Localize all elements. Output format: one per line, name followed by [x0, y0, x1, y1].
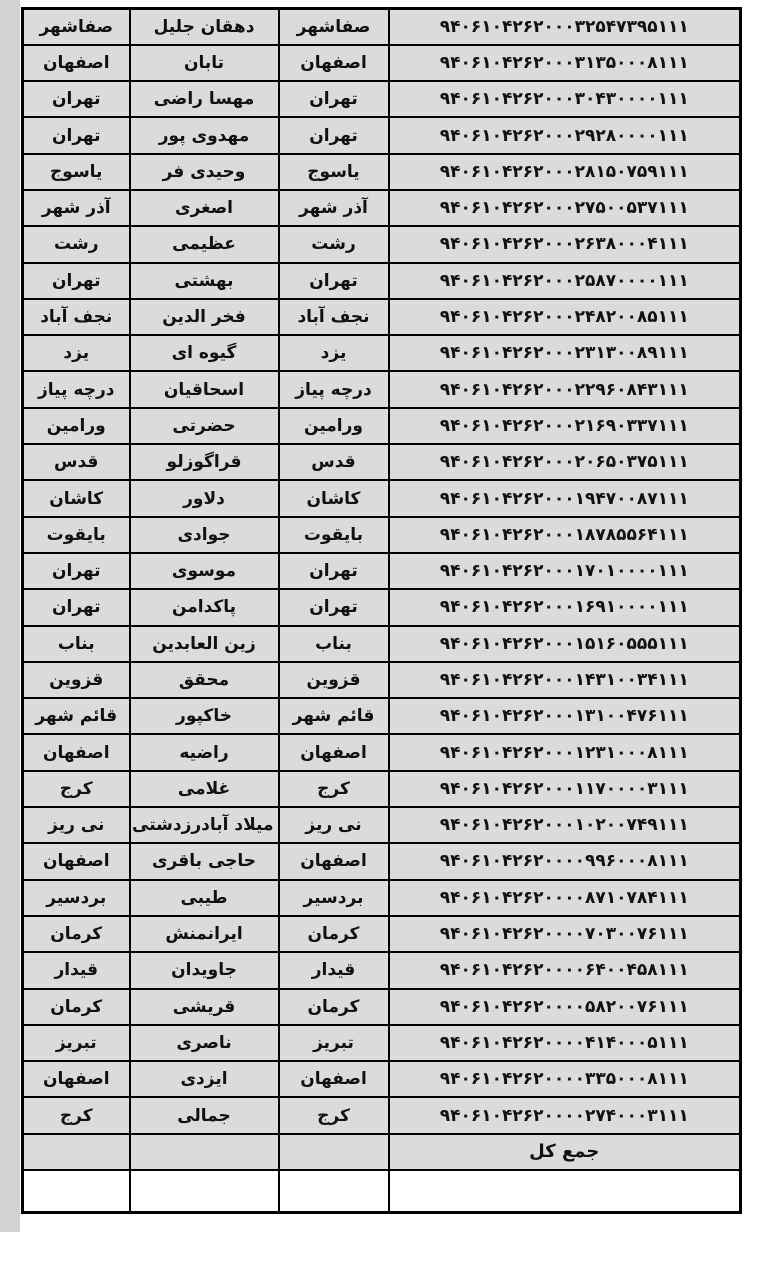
city-cell-duplicate: صفاشهر [23, 9, 130, 45]
city-cell-duplicate: بایقوت [23, 517, 130, 553]
city-cell: قیدار [279, 952, 389, 988]
city-cell: تهران [279, 81, 389, 117]
city-cell: صفاشهر [279, 9, 389, 45]
city-cell: یاسوج [279, 154, 389, 190]
tracking-code-cell: ۹۴۰۶۱۰۴۲۶۲۰۰۰۲۲۹۶۰۸۴۳۱۱۱ [389, 371, 741, 407]
city-cell-duplicate: تهران [23, 117, 130, 153]
city-cell: اصفهان [279, 843, 389, 879]
tracking-code-cell: ۹۴۰۶۱۰۴۲۶۲۰۰۰۲۴۸۲۰۰۸۵۱۱۱ [389, 299, 741, 335]
tracking-code-cell: ۹۴۰۶۱۰۴۲۶۲۰۰۰۱۱۷۰۰۰۰۳۱۱۱ [389, 771, 741, 807]
city-cell-duplicate: تبریز [23, 1025, 130, 1061]
empty-cell [389, 1170, 741, 1212]
table-row [23, 880, 741, 916]
table-row [23, 263, 741, 299]
tracking-code-cell: ۹۴۰۶۱۰۴۲۶۲۰۰۰۰۴۱۴۰۰۰۵۱۱۱ [389, 1025, 741, 1061]
city-cell: تهران [279, 553, 389, 589]
city-cell-duplicate: آذر شهر [23, 190, 130, 226]
city-cell-duplicate: اصفهان [23, 45, 130, 81]
person-name-cell: جوادی [130, 517, 279, 553]
city-cell-duplicate: تهران [23, 553, 130, 589]
table-row [23, 371, 741, 407]
person-name-cell: قریشی [130, 989, 279, 1025]
tracking-code-cell: ۹۴۰۶۱۰۴۲۶۲۰۰۰۰۹۹۶۰۰۰۸۱۱۱ [389, 843, 741, 879]
person-name-cell: فخر الدین [130, 299, 279, 335]
scan-edge-artifact [0, 0, 20, 1232]
city-cell-duplicate: ورامین [23, 408, 130, 444]
tracking-code-cell: ۹۴۰۶۱۰۴۲۶۲۰۰۰۲۵۸۷۰۰۰۰۱۱۱ [389, 263, 741, 299]
city-cell-duplicate: کرج [23, 771, 130, 807]
city-cell: قدس [279, 444, 389, 480]
table-row [23, 916, 741, 952]
city-cell-duplicate: کرمان [23, 989, 130, 1025]
city-cell: نجف آباد [279, 299, 389, 335]
table-row [23, 1097, 741, 1133]
city-cell: اصفهان [279, 45, 389, 81]
tracking-code-cell: ۹۴۰۶۱۰۴۲۶۲۰۰۰۱۵۱۶۰۵۵۵۱۱۱ [389, 626, 741, 662]
tracking-code-cell: ۹۴۰۶۱۰۴۲۶۲۰۰۰۲۷۵۰۰۵۳۷۱۱۱ [389, 190, 741, 226]
city-cell-duplicate: کاشان [23, 480, 130, 516]
city-cell-duplicate: اصفهان [23, 734, 130, 770]
tracking-code-cell: ۹۴۰۶۱۰۴۲۶۲۰۰۰۳۰۴۳۰۰۰۰۱۱۱ [389, 81, 741, 117]
tracking-code-cell: ۹۴۰۶۱۰۴۲۶۲۰۰۰۲۱۶۹۰۳۳۷۱۱۱ [389, 408, 741, 444]
city-cell-duplicate: قیدار [23, 952, 130, 988]
city-cell: اصفهان [279, 1061, 389, 1097]
table-row [23, 226, 741, 262]
table-row [23, 698, 741, 734]
tracking-code-cell: ۹۴۰۶۱۰۴۲۶۲۰۰۰۱۷۰۱۰۰۰۰۱۱۱ [389, 553, 741, 589]
table-row [23, 989, 741, 1025]
records-tbody [23, 9, 741, 1213]
city-cell: تهران [279, 589, 389, 625]
person-name-cell: اصغری [130, 190, 279, 226]
city-cell-duplicate: رشت [23, 226, 130, 262]
table-row [23, 517, 741, 553]
table-row [23, 626, 741, 662]
tracking-code-cell: ۹۴۰۶۱۰۴۲۶۲۰۰۰۱۸۷۸۵۵۶۴۱۱۱ [389, 517, 741, 553]
tracking-code-cell: ۹۴۰۶۱۰۴۲۶۲۰۰۰۱۲۳۱۰۰۰۸۱۱۱ [389, 734, 741, 770]
empty-cell [23, 1134, 130, 1170]
tracking-code-cell: ۹۴۰۶۱۰۴۲۶۲۰۰۰۰۶۴۰۰۴۵۸۱۱۱ [389, 952, 741, 988]
table-row [23, 589, 741, 625]
person-name-cell: گیوه ای [130, 335, 279, 371]
empty-cell [130, 1134, 279, 1170]
city-cell-duplicate: نجف آباد [23, 299, 130, 335]
tracking-code-cell: ۹۴۰۶۱۰۴۲۶۲۰۰۰۱۳۱۰۰۴۷۶۱۱۱ [389, 698, 741, 734]
city-cell: آذر شهر [279, 190, 389, 226]
tracking-code-cell: ۹۴۰۶۱۰۴۲۶۲۰۰۰۰۳۳۵۰۰۰۸۱۱۱ [389, 1061, 741, 1097]
tracking-code-cell: ۹۴۰۶۱۰۴۲۶۲۰۰۰۲۸۱۵۰۷۵۹۱۱۱ [389, 154, 741, 190]
tracking-code-cell: ۹۴۰۶۱۰۴۲۶۲۰۰۰۰۲۷۴۰۰۰۳۱۱۱ [389, 1097, 741, 1133]
tracking-code-cell: ۹۴۰۶۱۰۴۲۶۲۰۰۰۱۰۲۰۰۷۴۹۱۱۱ [389, 807, 741, 843]
city-cell-duplicate: نی ریز [23, 807, 130, 843]
total-label-cell: جمع کل [389, 1134, 741, 1170]
person-name-cell: ناصری [130, 1025, 279, 1061]
person-name-cell: جاویدان [130, 952, 279, 988]
person-name-cell: عظیمی [130, 226, 279, 262]
city-cell-duplicate: تهران [23, 263, 130, 299]
city-cell-duplicate: قائم شهر [23, 698, 130, 734]
person-name-cell: غلامی [130, 771, 279, 807]
person-name-cell: زین العابدین [130, 626, 279, 662]
city-cell: تهران [279, 117, 389, 153]
table-row [23, 1025, 741, 1061]
city-cell: کاشان [279, 480, 389, 516]
city-cell: نی ریز [279, 807, 389, 843]
person-name-cell: میلاد آبادرزدشتی [130, 807, 279, 843]
table-row [23, 553, 741, 589]
tracking-code-cell: ۹۴۰۶۱۰۴۲۶۲۰۰۰۳۱۳۵۰۰۰۸۱۱۱ [389, 45, 741, 81]
city-cell-duplicate: بناب [23, 626, 130, 662]
empty-cell [23, 1170, 130, 1212]
person-name-cell: حضرتی [130, 408, 279, 444]
table-row [23, 771, 741, 807]
table-row [23, 335, 741, 371]
city-cell-duplicate: کرمان [23, 916, 130, 952]
person-name-cell: دهقان جلیل [130, 9, 279, 45]
person-name-cell: ایزدی [130, 1061, 279, 1097]
person-name-cell: خاکپور [130, 698, 279, 734]
city-cell: تهران [279, 263, 389, 299]
city-cell-duplicate: قزوین [23, 662, 130, 698]
city-cell-duplicate: قدس [23, 444, 130, 480]
table-row [23, 117, 741, 153]
city-cell-duplicate: تهران [23, 589, 130, 625]
city-cell: یزد [279, 335, 389, 371]
tracking-code-cell: ۹۴۰۶۱۰۴۲۶۲۰۰۰۲۰۶۵۰۳۷۵۱۱۱ [389, 444, 741, 480]
city-cell: کرج [279, 1097, 389, 1133]
table-row [23, 662, 741, 698]
city-cell: قزوین [279, 662, 389, 698]
empty-cell [130, 1170, 279, 1212]
empty-cell [279, 1170, 389, 1212]
person-name-cell: بهشتی [130, 263, 279, 299]
table-row [23, 9, 741, 45]
tracking-code-cell: ۹۴۰۶۱۰۴۲۶۲۰۰۰۰۸۷۱۰۷۸۴۱۱۱ [389, 880, 741, 916]
person-name-cell: راضیه [130, 734, 279, 770]
tracking-code-cell: ۹۴۰۶۱۰۴۲۶۲۰۰۰۱۴۳۱۰۰۳۴۱۱۱ [389, 662, 741, 698]
city-cell: قائم شهر [279, 698, 389, 734]
person-name-cell: طیبی [130, 880, 279, 916]
city-cell: تبریز [279, 1025, 389, 1061]
city-cell: کرج [279, 771, 389, 807]
table-row [23, 807, 741, 843]
table-row [23, 81, 741, 117]
city-cell: رشت [279, 226, 389, 262]
table-row [23, 154, 741, 190]
city-cell-duplicate: یاسوج [23, 154, 130, 190]
city-cell: کرمان [279, 916, 389, 952]
person-name-cell: قراگوزلو [130, 444, 279, 480]
records-table [21, 7, 742, 1214]
city-cell-duplicate: تهران [23, 81, 130, 117]
table-row [23, 408, 741, 444]
table-row [23, 190, 741, 226]
person-name-cell: محقق [130, 662, 279, 698]
city-cell: بناب [279, 626, 389, 662]
empty-cell [279, 1134, 389, 1170]
tracking-code-cell: ۹۴۰۶۱۰۴۲۶۲۰۰۰۱۶۹۱۰۰۰۰۱۱۱ [389, 589, 741, 625]
tracking-code-cell: ۹۴۰۶۱۰۴۲۶۲۰۰۰۲۶۳۸۰۰۰۴۱۱۱ [389, 226, 741, 262]
city-cell: کرمان [279, 989, 389, 1025]
person-name-cell: دلاور [130, 480, 279, 516]
person-name-cell: جمالی [130, 1097, 279, 1133]
table-row [23, 1061, 741, 1097]
table-row [23, 843, 741, 879]
city-cell: بردسیر [279, 880, 389, 916]
person-name-cell: مهدوی پور [130, 117, 279, 153]
table-row [23, 734, 741, 770]
table-row [23, 952, 741, 988]
table-row [23, 299, 741, 335]
tracking-code-cell: ۹۴۰۶۱۰۴۲۶۲۰۰۰۳۲۵۴۷۳۹۵۱۱۱ [389, 9, 741, 45]
city-cell-duplicate: بردسیر [23, 880, 130, 916]
person-name-cell: پاکدامن [130, 589, 279, 625]
tracking-code-cell: ۹۴۰۶۱۰۴۲۶۲۰۰۰۲۹۲۸۰۰۰۰۱۱۱ [389, 117, 741, 153]
total-row [23, 1134, 741, 1170]
tracking-code-cell: ۹۴۰۶۱۰۴۲۶۲۰۰۰۲۳۱۳۰۰۸۹۱۱۱ [389, 335, 741, 371]
city-cell-duplicate: درچه پیاز [23, 371, 130, 407]
city-cell: درچه پیاز [279, 371, 389, 407]
person-name-cell: تابان [130, 45, 279, 81]
table-row [23, 45, 741, 81]
city-cell: اصفهان [279, 734, 389, 770]
city-cell-duplicate: کرج [23, 1097, 130, 1133]
city-cell: بایقوت [279, 517, 389, 553]
empty-row [23, 1170, 741, 1212]
table-row [23, 444, 741, 480]
tracking-code-cell: ۹۴۰۶۱۰۴۲۶۲۰۰۰۱۹۴۷۰۰۸۷۱۱۱ [389, 480, 741, 516]
city-cell-duplicate: اصفهان [23, 1061, 130, 1097]
city-cell: ورامین [279, 408, 389, 444]
person-name-cell: اسحاقیان [130, 371, 279, 407]
person-name-cell: موسوی [130, 553, 279, 589]
table-row [23, 480, 741, 516]
tracking-code-cell: ۹۴۰۶۱۰۴۲۶۲۰۰۰۰۷۰۳۰۰۷۶۱۱۱ [389, 916, 741, 952]
person-name-cell: وحیدی فر [130, 154, 279, 190]
person-name-cell: ایرانمنش [130, 916, 279, 952]
tracking-code-cell: ۹۴۰۶۱۰۴۲۶۲۰۰۰۰۵۸۲۰۰۷۶۱۱۱ [389, 989, 741, 1025]
city-cell-duplicate: اصفهان [23, 843, 130, 879]
city-cell-duplicate: یزد [23, 335, 130, 371]
person-name-cell: مهسا راضی [130, 81, 279, 117]
person-name-cell: حاجی باقری [130, 843, 279, 879]
